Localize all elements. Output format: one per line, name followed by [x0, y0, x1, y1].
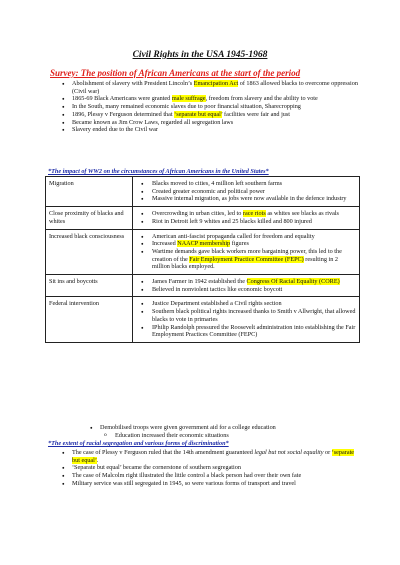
list-item: ● Wartime demands gave black workers more bargaining power, this led to the creation of the Fair Employment Practice Committee (FEPC) resulting in 2 million blacks employed.: [136, 248, 356, 271]
highlighted-text: Emancipation Act: [193, 80, 239, 87]
extent-heading: *The extent of racial segregation and various forms of discrimination*: [48, 440, 229, 447]
table-row: [46, 297, 360, 343]
list-item: ● Created greater economic and political power: [136, 188, 356, 196]
list-item: ● Riot in Detroit left 9 whites and 25 blacks killed and 800 injured: [136, 218, 356, 226]
list-item: ● Justice Department established a Civil rights section: [136, 300, 356, 308]
list-item: ● Increased NAACP membership figures: [136, 240, 356, 248]
highlighted-text: race riots: [242, 210, 266, 218]
list-item: ● Became known as Jim Crow Laws, regarded all segregation laws: [60, 119, 362, 127]
impact-table: [45, 176, 360, 343]
list-item: ● ‘Separate but equal’ became the cornerstone of southern segregation: [60, 464, 360, 472]
highlighted-text: ‘separate but equal’: [72, 449, 355, 464]
row-label: Migration: [46, 177, 133, 207]
row-content: [133, 297, 360, 343]
highlighted-text: NAACP membership: [177, 240, 231, 248]
extent-list: [60, 449, 360, 488]
list-item: ● 1865-69 Black Americans were granted male suffrage, freedom from slavery and the ability to vote: [60, 95, 362, 103]
list-item: ● Slavery ended due to the Civil war: [60, 126, 362, 134]
list-item: ● Believed in nonviolent tactics like economic boycott: [136, 286, 356, 294]
document-title: Civil Rights in the USA 1945-1968: [132, 50, 268, 60]
row-content: [133, 275, 360, 297]
list-item: ● Demobilised troops were given government aid for a college education: [88, 424, 368, 432]
survey-list: [60, 80, 362, 134]
table-row: [46, 207, 360, 229]
list-item: ● American anti-fascist propaganda called for freedom and equality: [136, 233, 356, 241]
list-item: ● James Farmer in 1942 established the Congress Of Racial Equality (CORE): [136, 278, 356, 286]
survey-heading: Survey: The position of African Americans at the start of the period: [50, 68, 301, 78]
list-item: ● Military service was still segregated in 1945, so were various forms of transport and travel: [60, 480, 360, 488]
highlighted-text: Fair Employment Practice Committee (FEPC): [189, 255, 304, 263]
highlighted-text: ‘separate but equal’: [174, 110, 223, 118]
table-row: [46, 229, 360, 275]
list-item: ● The case of Plessy v Ferguson ruled that the 14th amendment guaranteed legal but not social equality or ‘separate but equal’.: [60, 449, 360, 464]
list-item: ● Southern black political rights increased thanks to Smith v Allwright, that allowed blacks to vote in primaries: [136, 308, 356, 323]
row-content: [133, 177, 360, 207]
row-content: [133, 229, 360, 275]
table-row: [46, 177, 360, 207]
sub-list-item: o Education increased their economic situations: [115, 432, 229, 439]
row-content: [133, 207, 360, 229]
list-item: ● IPhilip Randolph pressured the Roosevelt administration into establishing the Fair Employment Practices Committee (FEPC): [136, 324, 356, 339]
list-item: ● The case of Malcolm right illustrated the little control a black person had over their own fate: [60, 472, 360, 480]
row-label: Increased black consciousness: [46, 229, 133, 275]
impact-heading: *The impact of WW2 on the circumstances of African Americans in the United States*: [48, 168, 269, 175]
demob-list: [88, 424, 368, 432]
list-item: ● 1896, Plessy v Ferguson determined that ‘separate but equal’ facilities were fair and just: [60, 111, 362, 119]
row-label: Sit ins and boycotts: [46, 275, 133, 297]
highlighted-text: Congress Of Racial Equality (CORE): [246, 278, 340, 286]
table-row: [46, 275, 360, 297]
list-item: ● Abolishment of slavery with President Lincoln’s Emancipation Act of 1863 allowed blacks to overcome oppression (Civil war): [60, 80, 362, 95]
row-label: Close proximity of blacks and whites: [46, 207, 133, 229]
list-item: ● Blacks moved to cities, 4 million left southern farms: [136, 180, 356, 188]
row-label: Federal intervention: [46, 297, 133, 343]
list-item: ● In the South, many remained economic slaves due to poor financial situation, Sharecropping: [60, 103, 362, 111]
list-item: ● Massive internal migration, as jobs were now available in the defence industry: [136, 195, 356, 203]
list-item: ● Overcrowding in urban cities, led to race riots as whites see blacks as rivals: [136, 210, 356, 218]
italic-text: legal but not social equality: [254, 449, 324, 456]
highlighted-text: male suffrage: [171, 95, 206, 103]
